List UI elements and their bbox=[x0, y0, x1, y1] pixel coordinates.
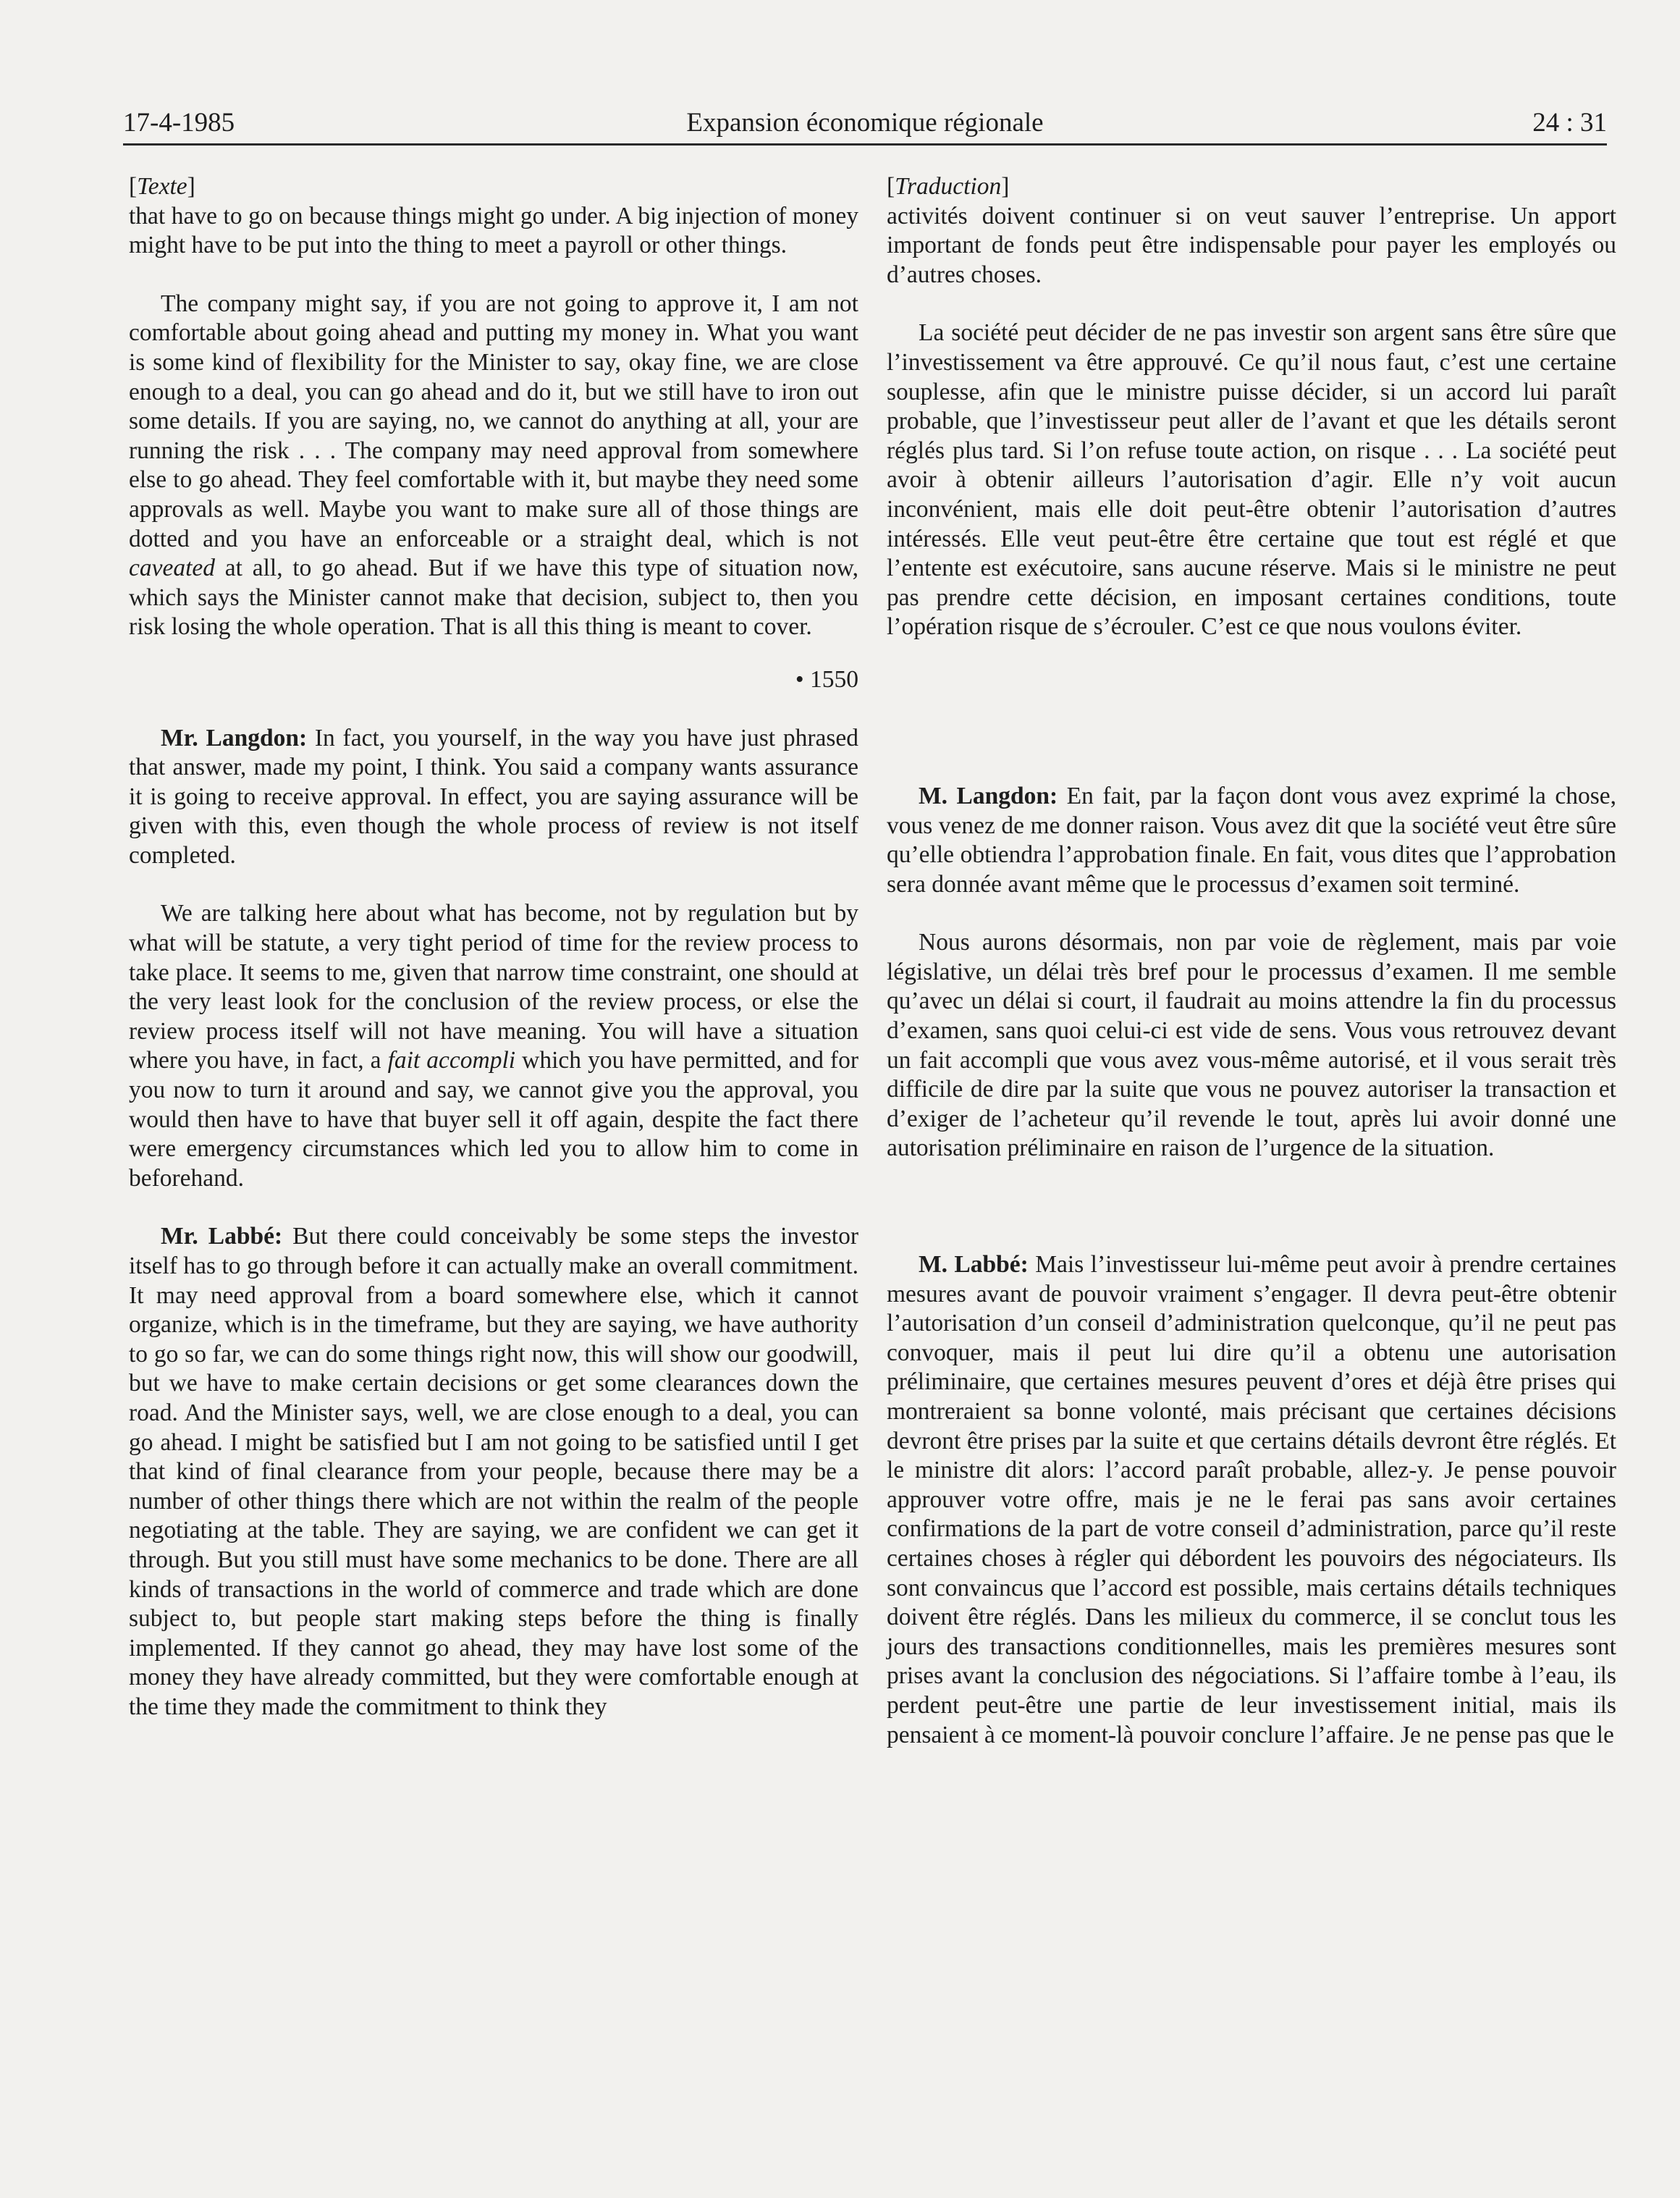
english-column bbox=[129, 172, 858, 1722]
paragraph: Mr. Langdon: In fact, you yourself, in the way you have just phrased that answer, made my point, I think. You said a company wants assurance it is going to receive approval. In effect, you are saying assurance will be given with this, even though the whole process of review is not itself completed. bbox=[129, 724, 858, 869]
paragraph: Nous aurons désormais, non par voie de règlement, mais par voie législative, un délai très bref pour le processus d’examen. Il me semble qu’avec un délai si court, il faudrait au moins attendre la fin du processus d’examen, sans quoi celui-ci est vide de sens. Vous vous retrouvez devant un fait accompli que vous avez vous-même autorisé, et il vous serait très difficile de dire par la suite que vous ne pouvez autoriser la transaction et d’exiger de l’acheteur qu’il revende le tout, après lui avoir donné une autorisation préliminaire en raison de l’urgence de la situation. bbox=[887, 929, 1616, 1162]
paragraph: M. Langdon: En fait, par la façon dont vous avez exprimé la chose, vous venez de me donner raison. Vous avez dit que la société veut être sûre qu’elle obtiendra l’approbation finale. En fait, vous dites que l’approbation sera donnée avant même que le processus d’examen soit terminé. bbox=[887, 782, 1616, 898]
header-date: 17-4-1985 bbox=[123, 108, 235, 138]
speaker-name: Mr. Labbé: bbox=[161, 1223, 283, 1250]
paragraph: The company might say, if you are not going to approve it, I am not comfortable about going ahead and putting my money in. What you want is some kind of flexibility for the Minister to say, okay fine, we are close enough to a deal, you can go ahead and do it, but we still have to iron out some details. If you are saying, no, we cannot do anything at all, your are running the risk . . . The company may need approval from somewhere else to go ahead. They feel comfortable with it, but maybe they need some approvals as well. Maybe you want to make sure all of those things are dotted and you have an enforceable or a straight deal, which is not caveated at all, to go ahead. But if we have this type of situation now, which says the Minister cannot make that decision, subject to, then you risk losing the whole operation. That is all this thing is meant to cover. bbox=[129, 290, 858, 641]
paragraph: La société peut décider de ne pas investir son argent sans être sûre que l’investissement va être approuvé. Ce qu’il nous faut, c’est une certaine souplesse, afin que le ministre puisse décider, si un accord lui paraît probable, que l’investisseur peut aller de l’avant et que les détails seront réglés plus tard. Si l’on refuse toute action, on risque . . . La société peut avoir à obtenir ailleurs l’autorisation d’agir. Elle n’y voit aucun inconvénient, mais elle doit peut-être obtenir l’autorisation d’autres intéressés. Elle veut peut-être être certaine que tout est réglé et que l’entente est exécutoire, sans aucune réserve. Mais si le ministre ne peut pas prendre cette décision, en imposant certaines conditions, toute l’opération risque de s’écrouler. C’est ce que nous voulons éviter. bbox=[887, 319, 1616, 641]
time-marker: • 1550 bbox=[795, 665, 858, 693]
column-tag: [Traduction] bbox=[887, 173, 1010, 200]
paragraph: activités doivent continuer si on veut sauver l’entreprise. Un apport important de fonds peut être indispensable pour payer les employés ou d’autres choses. bbox=[887, 202, 1616, 288]
speaker-name: Mr. Langdon: bbox=[161, 724, 308, 751]
paragraph: We are talking here about what has become, not by regulation but by what will be statute, a very tight period of time for the review process to take place. It seems to me, given that narrow time constraint, one should at the very least look for the conclusion of the review process, or else the review process itself will not have meaning. You will have a situation where you have, in fact, a fait accompli which you have permitted, and for you now to turn it around and say, we cannot give you the approval, you would then have to have that buyer sell it off again, despite the fact there were emergency circumstances which led you to allow him to come in beforehand. bbox=[129, 900, 858, 1192]
page-header bbox=[123, 101, 1607, 146]
speaker-name: M. Labbé: bbox=[919, 1251, 1029, 1279]
paragraph: Mr. Labbé: But there could conceivably be some steps the investor itself has to go through before it can actually make an overall commitment. It may need approval from a board somewhere else, which it cannot organize, which is in the timeframe, but they are saying, we have authority to go so far, we can do some things right now, this will show our goodwill, but we have to make certain decisions or get some clearances down the road. And the Minister says, well, we are close enough to a deal, you can go ahead. I might be satisfied but I am not going to be satisfied until I get that kind of final clearance from your people, because there may be a number of other things there which are not within the realm of the people negotiating at the table. They are saying, we are confident we can get it through. But you still must have some mechanics to be done. There are all kinds of transactions in the world of commerce and trade which are done subject to, but people start making steps before the thing is finally implemented. If they cannot go ahead, they may have lost some of the money they have already committed, but they were comfortable enough at the time they made the commitment to think they bbox=[129, 1223, 858, 1720]
french-column bbox=[887, 172, 1616, 1750]
header-title: Expansion économique régionale bbox=[686, 108, 1044, 138]
paragraph: M. Labbé: Mais l’investisseur lui-même peut avoir à prendre certaines mesures avant de pouvoir vraiment s’engager. Il devra peut-être obtenir l’autorisation d’un conseil d’administration quelconque, qu’il ne peut pas convoquer, mais il peut lui dire qu’il a obtenu une autorisation préliminaire, que certaines mesures peuvent d’ores et déjà être prises qui montreraient sa bonne volonté, mais précisant que certaines décisions devront être prises par la suite et que certains détails devront être réglés. Et le ministre dit alors: l’accord paraît probable, allez-y. Je pense pouvoir approuver votre offre, mais je ne le ferai pas sans avoir certaines confirmations de la part de votre conseil d’administration, parce qu’il reste certaines choses à régler qui débordent les pouvoirs des négociateurs. Ils sont convaincus que l’accord est possible, mais certains détails techniques doivent être réglés. Dans les milieux du commerce, il se conclut tous les jours des transactions conditionnelles, mais les premières mesures sont prises avant la conclusion des négociations. Si l’affaire tombe à l’eau, ils perdent peut-être une partie de leur investissement initial, mais ils pensaient à ce moment-là pouvoir conclure l’affaire. Je ne pense pas que le bbox=[887, 1251, 1616, 1748]
header-page-number: 24 : 31 bbox=[1532, 108, 1607, 138]
column-tag: [Texte] bbox=[129, 173, 195, 200]
paragraph: that have to go on because things might go under. A big injection of money might have to be put into the thing to meet a payroll or other things. bbox=[129, 202, 858, 259]
speaker-name: M. Langdon: bbox=[919, 782, 1058, 809]
